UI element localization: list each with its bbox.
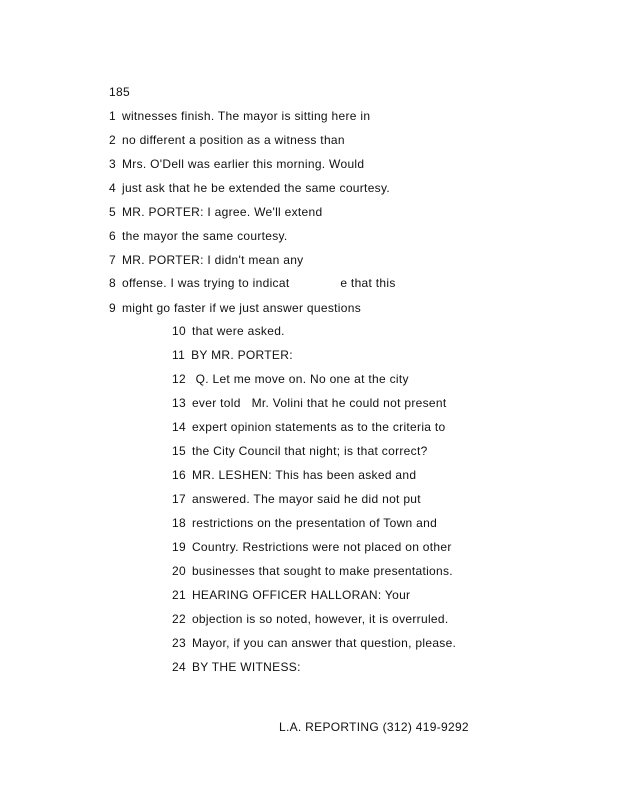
- transcript-line: [172, 612, 449, 626]
- line-number: 1: [109, 109, 116, 123]
- line-number: 19: [172, 540, 186, 554]
- transcript-line: [172, 348, 293, 362]
- line-number: 24: [172, 660, 186, 674]
- transcript-line: [172, 492, 421, 506]
- transcript-line: [172, 444, 428, 458]
- line-number: 4: [109, 181, 116, 195]
- line-number: 23: [172, 636, 186, 650]
- line-number: 17: [172, 492, 186, 506]
- transcript-line: [172, 660, 301, 674]
- transcript-line: [172, 468, 416, 482]
- line-text: ever told Mr. Volini that he could not present: [191, 396, 447, 410]
- line-number: 8: [109, 276, 116, 290]
- line-text: MR. PORTER: I didn't mean any: [121, 253, 304, 267]
- line-text: Q. Let me move on. No one at the city: [191, 372, 409, 386]
- line-number: 12: [172, 372, 186, 386]
- line-text: offense. I was trying to indicat e that this: [121, 276, 396, 290]
- line-text: MR. LESHEN: This has been asked and: [191, 468, 417, 482]
- line-number: 2: [109, 133, 116, 147]
- line-text: MR. PORTER: I agree. We'll extend: [121, 205, 323, 219]
- line-number: 11: [172, 348, 186, 362]
- line-text: the mayor the same courtesy.: [121, 229, 288, 243]
- page-footer: L.A. REPORTING (312) 419-9292: [279, 720, 469, 734]
- line-text: Mrs. O'Dell was earlier this morning. Would: [121, 157, 365, 171]
- line-number: 7: [109, 253, 116, 267]
- line-text: the City Council that night; is that correct?: [191, 444, 428, 458]
- transcript-line: [109, 253, 303, 267]
- line-text: restrictions on the presentation of Town and: [191, 516, 438, 530]
- line-number: 3: [109, 157, 116, 171]
- transcript-line: [109, 157, 364, 171]
- line-text: BY MR. PORTER:: [191, 348, 293, 362]
- transcript-line: [172, 636, 456, 650]
- line-number: 18: [172, 516, 186, 530]
- line-text: HEARING OFFICER HALLORAN: Your: [191, 588, 411, 602]
- transcript-line: [109, 229, 288, 243]
- transcript-line: [109, 205, 322, 219]
- page-number: 185: [109, 85, 130, 99]
- line-number: 16: [172, 468, 186, 482]
- line-text: expert opinion statements as to the criteria to: [191, 420, 446, 434]
- line-text: businesses that sought to make presentations.: [191, 564, 453, 578]
- transcript-line: [172, 396, 447, 410]
- line-number: 20: [172, 564, 186, 578]
- line-number: 9: [109, 301, 116, 315]
- transcript-line: [109, 109, 370, 123]
- line-number: 13: [172, 396, 186, 410]
- line-number: 10: [172, 324, 186, 338]
- line-text: BY THE WITNESS:: [191, 660, 301, 674]
- line-number: 5: [109, 205, 116, 219]
- transcript-line: [172, 588, 410, 602]
- line-number: 14: [172, 420, 186, 434]
- line-text: witnesses finish. The mayor is sitting here in: [121, 109, 371, 123]
- line-text: might go faster if we just answer questions: [121, 301, 361, 315]
- transcript-line: [172, 372, 409, 386]
- line-text: just ask that he be extended the same courtesy.: [121, 181, 391, 195]
- line-text: that were asked.: [191, 324, 285, 338]
- line-number: 6: [109, 229, 116, 243]
- line-text: answered. The mayor said he did not put: [191, 492, 421, 506]
- transcript-line: [109, 301, 361, 315]
- line-number: 22: [172, 612, 186, 626]
- line-number: 15: [172, 444, 186, 458]
- transcript-line: [172, 540, 452, 554]
- line-text: Country. Restrictions were not placed on other: [191, 540, 452, 554]
- line-text: no different a position as a witness than: [121, 133, 345, 147]
- transcript-line: [172, 420, 446, 434]
- transcript-line: [172, 324, 285, 338]
- transcript-line: [172, 516, 437, 530]
- line-number: 21: [172, 588, 186, 602]
- transcript-line: [109, 276, 396, 290]
- line-text: objection is so noted, however, it is overruled.: [191, 612, 449, 626]
- transcript-line: [109, 133, 345, 147]
- transcript-line: [172, 564, 453, 578]
- line-text: Mayor, if you can answer that question, please.: [191, 636, 457, 650]
- transcript-line: [109, 181, 390, 195]
